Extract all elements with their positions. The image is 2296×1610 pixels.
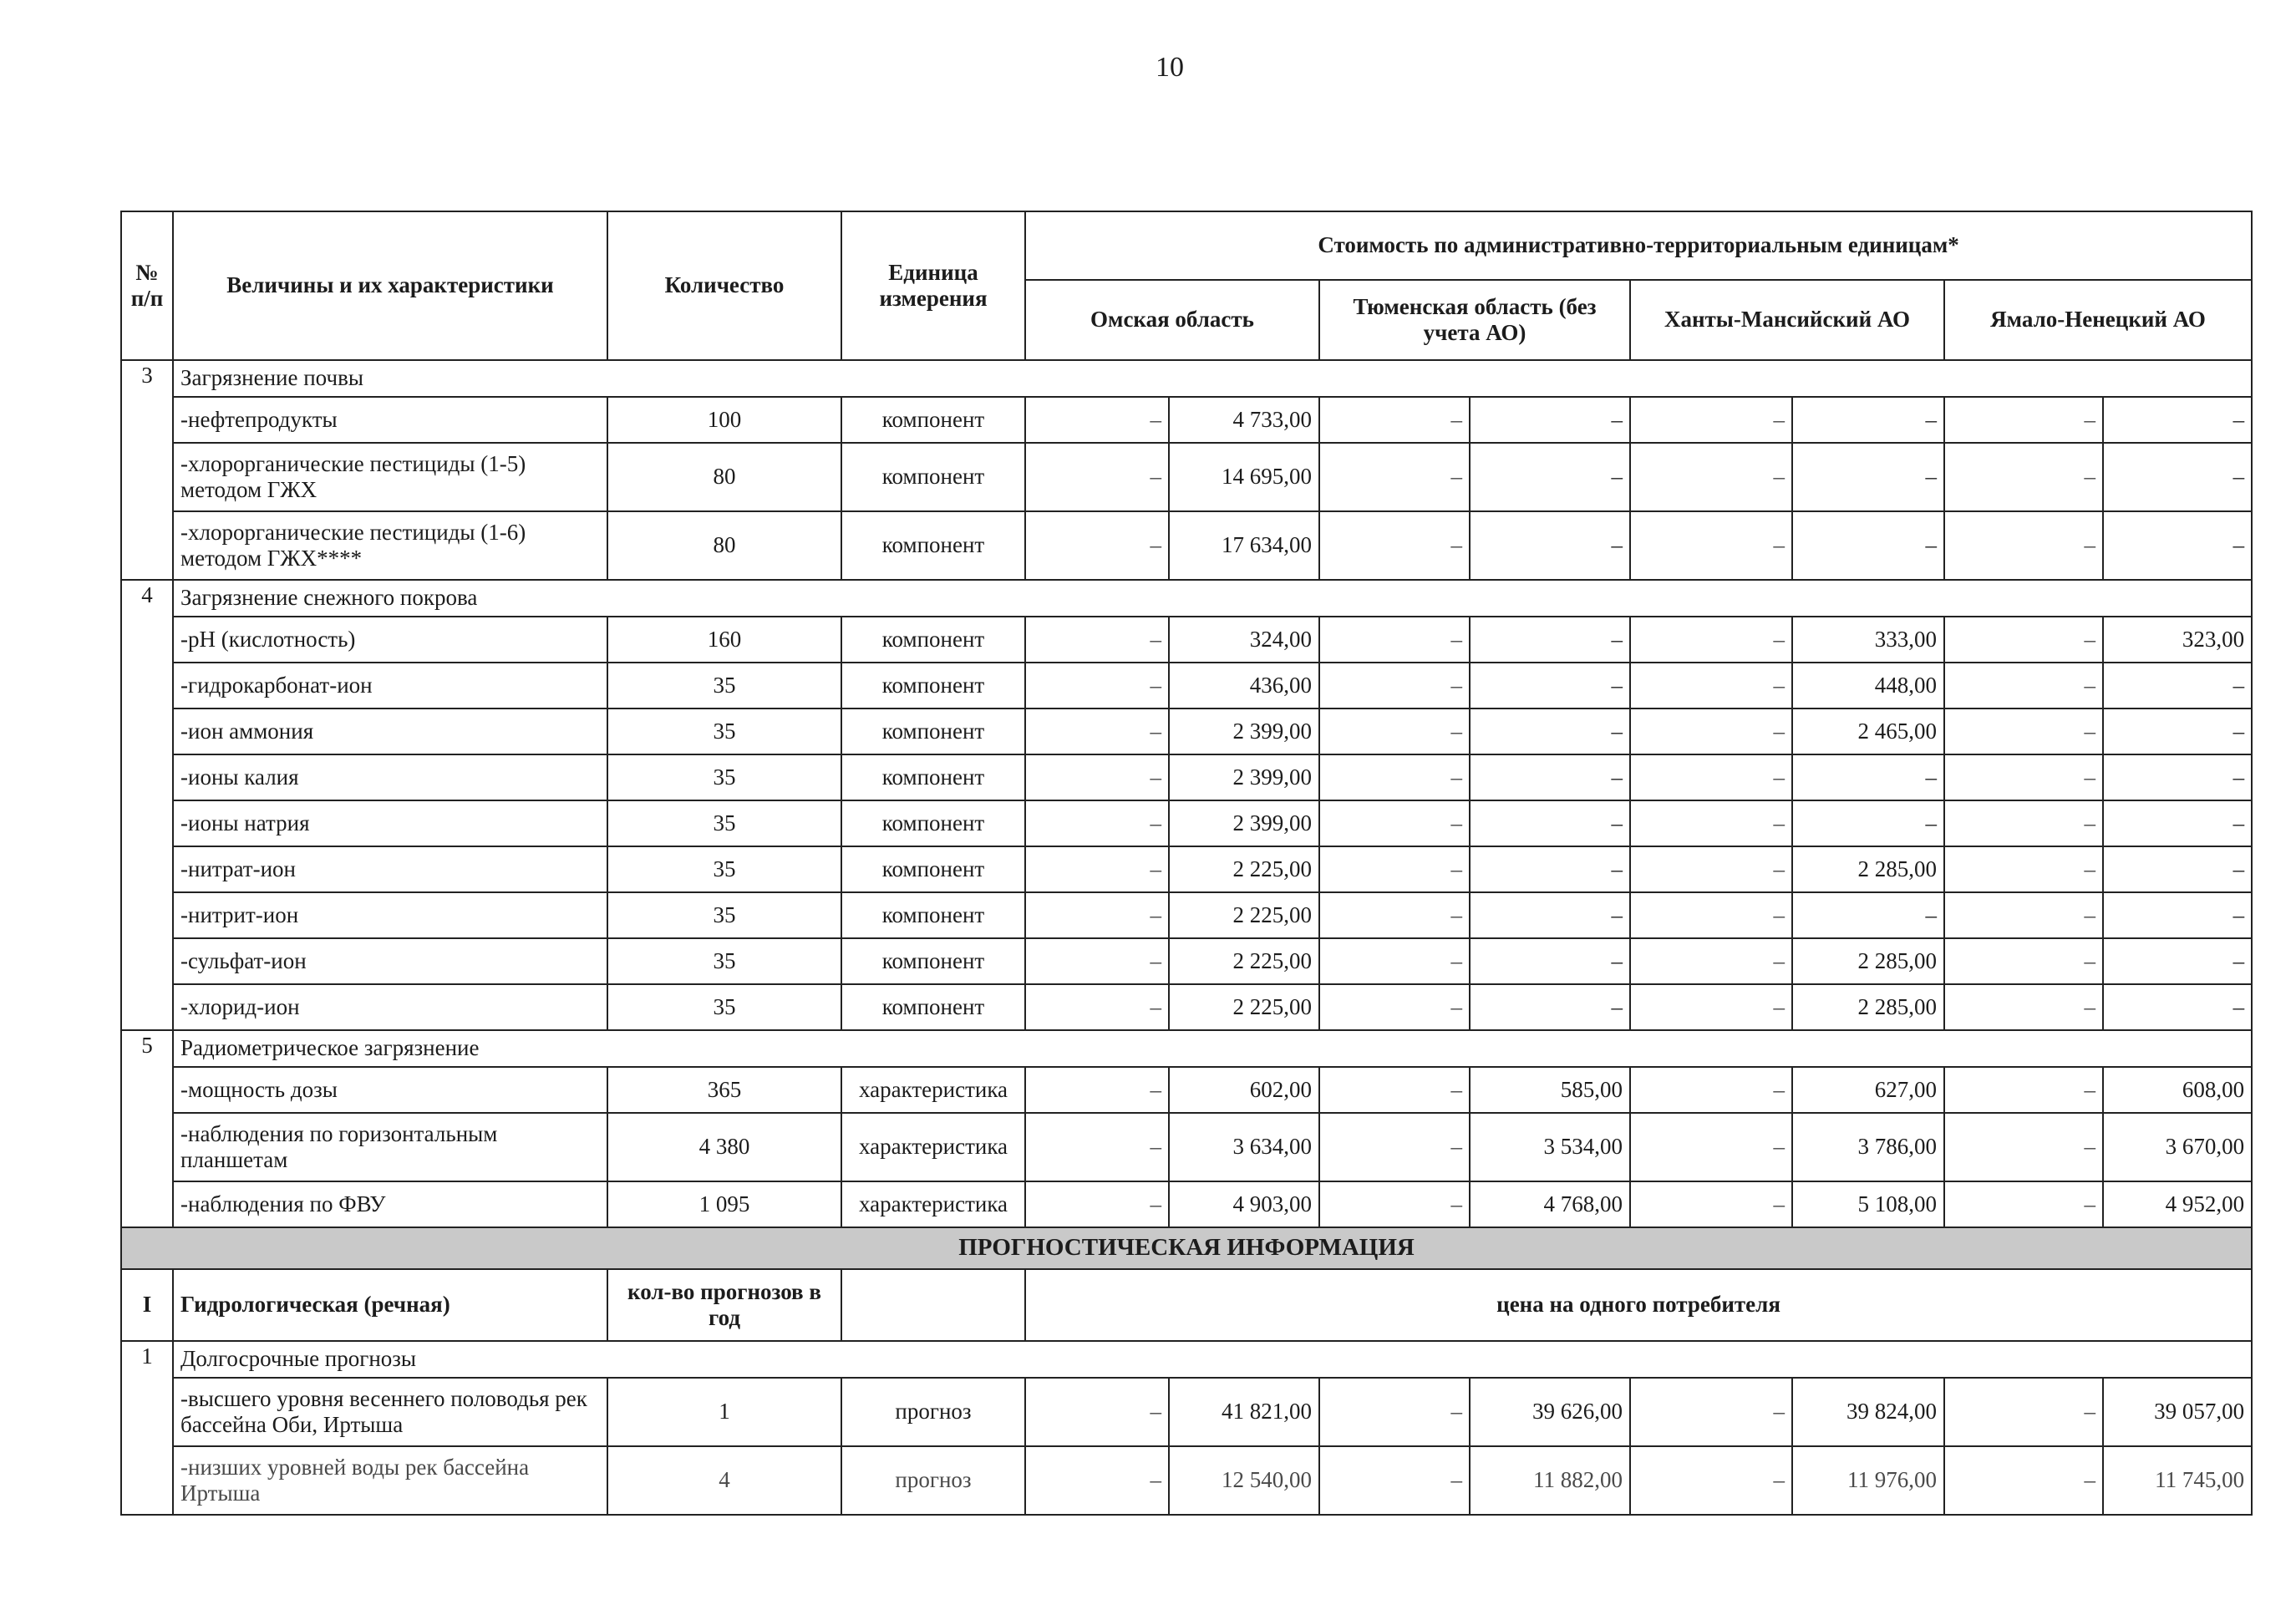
row-unit: характеристика (841, 1181, 1025, 1227)
cost-dash: – (1025, 938, 1169, 984)
cost-value: – (1792, 754, 1944, 800)
cost-value: 3 634,00 (1169, 1113, 1319, 1181)
cost-value: – (1470, 511, 1630, 580)
cost-value: 12 540,00 (1169, 1446, 1319, 1515)
cost-dash: – (1630, 800, 1792, 846)
header-region: Ямало-Ненецкий АО (1944, 280, 2252, 360)
table-row (121, 1446, 2252, 1515)
cost-dash: – (1025, 617, 1169, 663)
table-row (121, 800, 2252, 846)
header-region: Омская область (1025, 280, 1319, 360)
cost-dash: – (1025, 800, 1169, 846)
cost-value: – (2103, 984, 2252, 1030)
page-number: 10 (1156, 52, 1184, 83)
row-label: -ион аммония (173, 709, 607, 754)
table-row (121, 984, 2252, 1030)
row-quantity: 35 (607, 938, 841, 984)
cost-value: – (1470, 754, 1630, 800)
cost-value: 3 670,00 (2103, 1113, 2252, 1181)
row-unit: компонент (841, 800, 1025, 846)
cost-dash: – (1630, 1446, 1792, 1515)
row-quantity: 35 (607, 709, 841, 754)
cost-value: 585,00 (1470, 1067, 1630, 1113)
cost-value: – (1470, 800, 1630, 846)
cost-value: 2 225,00 (1169, 892, 1319, 938)
cost-dash: – (1630, 443, 1792, 511)
row-label: -мощность дозы (173, 1067, 607, 1113)
cost-dash: – (1025, 1446, 1169, 1515)
cost-dash: – (1319, 1113, 1470, 1181)
cost-dash: – (1025, 892, 1169, 938)
cost-value: – (1470, 709, 1630, 754)
row-quantity: 80 (607, 443, 841, 511)
cost-value: – (1792, 397, 1944, 443)
row-unit: компонент (841, 892, 1025, 938)
cost-dash: – (1630, 892, 1792, 938)
cost-value: 41 821,00 (1169, 1378, 1319, 1446)
cost-value: – (1470, 617, 1630, 663)
cost-value: – (2103, 443, 2252, 511)
row-label: -гидрокарбонат-ион (173, 663, 607, 709)
cost-dash: – (1319, 846, 1470, 892)
cost-dash: – (1025, 663, 1169, 709)
cost-value: 2 399,00 (1169, 800, 1319, 846)
cost-dash: – (1944, 1181, 2103, 1227)
cost-dash: – (1319, 754, 1470, 800)
cost-dash: – (1025, 1181, 1169, 1227)
cost-value: – (2103, 511, 2252, 580)
section-number: 3 (121, 360, 173, 580)
header-cost: Стоимость по административно-территориальным единицам* (1025, 211, 2252, 280)
cost-dash: – (1025, 397, 1169, 443)
section-title: Долгосрочные прогнозы (173, 1341, 2252, 1378)
cost-dash: – (1319, 1067, 1470, 1113)
row-quantity: 35 (607, 663, 841, 709)
row-quantity: 4 380 (607, 1113, 841, 1181)
row-quantity: 80 (607, 511, 841, 580)
row-quantity: 160 (607, 617, 841, 663)
table-row (121, 617, 2252, 663)
cost-dash: – (1944, 511, 2103, 580)
cost-value: – (1470, 397, 1630, 443)
section-number: 5 (121, 1030, 173, 1227)
table-row (121, 1113, 2252, 1181)
cost-value: 2 465,00 (1792, 709, 1944, 754)
row-label: -нитрат-ион (173, 846, 607, 892)
cost-value: 2 225,00 (1169, 846, 1319, 892)
table-row (121, 511, 2252, 580)
row-quantity: 35 (607, 892, 841, 938)
cost-value: 4 903,00 (1169, 1181, 1319, 1227)
cost-dash: – (1319, 663, 1470, 709)
cost-value: 602,00 (1169, 1067, 1319, 1113)
cost-value: 608,00 (2103, 1067, 2252, 1113)
cost-dash: – (1630, 397, 1792, 443)
row-quantity: 1 095 (607, 1181, 841, 1227)
table-row (121, 892, 2252, 938)
row-label: -наблюдения по ФВУ (173, 1181, 607, 1227)
table-row (121, 663, 2252, 709)
row-unit: компонент (841, 617, 1025, 663)
cost-dash: – (1630, 754, 1792, 800)
cost-dash: – (1944, 800, 2103, 846)
cost-dash: – (1944, 397, 2103, 443)
table-row (121, 709, 2252, 754)
header-qty: Количество (607, 211, 841, 360)
row-unit: компонент (841, 938, 1025, 984)
forecast-header-num: I (121, 1269, 173, 1341)
cost-dash: – (1630, 663, 1792, 709)
cost-dash: – (1319, 617, 1470, 663)
cost-value: – (2103, 846, 2252, 892)
cost-dash: – (1944, 1113, 2103, 1181)
forecast-header-unit (841, 1269, 1025, 1341)
row-label: -pH (кислотность) (173, 617, 607, 663)
cost-value: 2 399,00 (1169, 754, 1319, 800)
forecast-header-qty: кол-во прогнозов в год (607, 1269, 841, 1341)
header-region: Тюменская область (без учета АО) (1319, 280, 1630, 360)
cost-value: – (2103, 754, 2252, 800)
cost-dash: – (1025, 511, 1169, 580)
cost-value: 2 225,00 (1169, 984, 1319, 1030)
cost-dash: – (1025, 1113, 1169, 1181)
table-row (121, 1067, 2252, 1113)
row-quantity: 35 (607, 800, 841, 846)
cost-dash: – (1944, 1067, 2103, 1113)
header-num: № п/п (121, 211, 173, 360)
cost-value: 436,00 (1169, 663, 1319, 709)
row-unit: компонент (841, 754, 1025, 800)
row-label: -ионы натрия (173, 800, 607, 846)
row-unit: прогноз (841, 1378, 1025, 1446)
cost-dash: – (1025, 443, 1169, 511)
section-number: 1 (121, 1341, 173, 1515)
cost-table (120, 211, 2253, 1516)
cost-value: 11 745,00 (2103, 1446, 2252, 1515)
cost-value: 333,00 (1792, 617, 1944, 663)
row-quantity: 35 (607, 984, 841, 1030)
cost-value: – (1470, 938, 1630, 984)
row-label: -хлорорганические пестициды (1-5) методом ГЖХ (173, 443, 607, 511)
cost-value: 39 057,00 (2103, 1378, 2252, 1446)
cost-dash: – (1944, 892, 2103, 938)
cost-dash: – (1944, 1378, 2103, 1446)
cost-value: 11 976,00 (1792, 1446, 1944, 1515)
cost-dash: – (1630, 709, 1792, 754)
row-label: -высшего уровня весеннего половодья рек бассейна Оби, Иртыша (173, 1378, 607, 1446)
cost-dash: – (1319, 1181, 1470, 1227)
cost-value: 627,00 (1792, 1067, 1944, 1113)
cost-value: – (1470, 892, 1630, 938)
cost-value: – (2103, 663, 2252, 709)
row-unit: компонент (841, 443, 1025, 511)
cost-dash: – (1944, 709, 2103, 754)
cost-value: 39 626,00 (1470, 1378, 1630, 1446)
cost-value: 324,00 (1169, 617, 1319, 663)
forecast-header-price: цена на одного потребителя (1025, 1269, 2252, 1341)
row-label: -нефтепродукты (173, 397, 607, 443)
cost-value: 14 695,00 (1169, 443, 1319, 511)
cost-dash: – (1319, 800, 1470, 846)
cost-value: 17 634,00 (1169, 511, 1319, 580)
row-quantity: 1 (607, 1378, 841, 1446)
cost-value: – (1470, 443, 1630, 511)
cost-dash: – (1630, 984, 1792, 1030)
table-row (121, 1181, 2252, 1227)
row-unit: характеристика (841, 1067, 1025, 1113)
cost-dash: – (1630, 617, 1792, 663)
row-quantity: 35 (607, 754, 841, 800)
forecast-band: ПРОГНОСТИЧЕСКАЯ ИНФОРМАЦИЯ (121, 1227, 2252, 1269)
table-row (121, 443, 2252, 511)
cost-value: 2 225,00 (1169, 938, 1319, 984)
table-row (121, 938, 2252, 984)
row-unit: компонент (841, 709, 1025, 754)
row-quantity: 365 (607, 1067, 841, 1113)
row-unit: компонент (841, 511, 1025, 580)
cost-dash: – (1025, 754, 1169, 800)
cost-dash: – (1630, 1067, 1792, 1113)
cost-value: – (2103, 709, 2252, 754)
cost-value: 4 952,00 (2103, 1181, 2252, 1227)
cost-dash: – (1319, 709, 1470, 754)
header-region: Ханты-Мансийский АО (1630, 280, 1944, 360)
cost-dash: – (1630, 1113, 1792, 1181)
row-unit: компонент (841, 397, 1025, 443)
cost-dash: – (1025, 1378, 1169, 1446)
cost-value: – (1792, 892, 1944, 938)
cost-value: – (1792, 511, 1944, 580)
cost-dash: – (1319, 443, 1470, 511)
cost-dash: – (1630, 938, 1792, 984)
header-unit: Единица измерения (841, 211, 1025, 360)
row-label: -хлорорганические пестициды (1-6) методом ГЖХ**** (173, 511, 607, 580)
cost-dash: – (1319, 984, 1470, 1030)
cost-dash: – (1319, 938, 1470, 984)
row-quantity: 4 (607, 1446, 841, 1515)
row-unit: компонент (841, 663, 1025, 709)
row-label: -наблюдения по горизонтальным планшетам (173, 1113, 607, 1181)
section-title: Загрязнение почвы (173, 360, 2252, 397)
cost-dash: – (1944, 617, 2103, 663)
cost-dash: – (1025, 984, 1169, 1030)
cost-dash: – (1630, 846, 1792, 892)
row-label: -низших уровней воды рек бассейна Иртыша (173, 1446, 607, 1515)
row-label: -нитрит-ион (173, 892, 607, 938)
cost-value: 2 285,00 (1792, 938, 1944, 984)
cost-dash: – (1944, 754, 2103, 800)
row-label: -хлорид-ион (173, 984, 607, 1030)
cost-value: 3 786,00 (1792, 1113, 1944, 1181)
cost-dash: – (1630, 1378, 1792, 1446)
row-unit: прогноз (841, 1446, 1025, 1515)
cost-dash: – (1944, 846, 2103, 892)
cost-value: 2 285,00 (1792, 846, 1944, 892)
cost-value: 2 285,00 (1792, 984, 1944, 1030)
row-unit: характеристика (841, 1113, 1025, 1181)
cost-value: – (1792, 443, 1944, 511)
cost-value: 323,00 (2103, 617, 2252, 663)
row-label: -ионы калия (173, 754, 607, 800)
cost-value: – (2103, 938, 2252, 984)
cost-dash: – (1319, 397, 1470, 443)
cost-value: – (2103, 892, 2252, 938)
row-label: -сульфат-ион (173, 938, 607, 984)
cost-value: – (1470, 663, 1630, 709)
cost-dash: – (1944, 984, 2103, 1030)
cost-value: – (1792, 800, 1944, 846)
cost-value: – (2103, 397, 2252, 443)
section-title: Радиометрическое загрязнение (173, 1030, 2252, 1067)
row-quantity: 35 (607, 846, 841, 892)
row-unit: компонент (841, 846, 1025, 892)
row-unit: компонент (841, 984, 1025, 1030)
cost-value: – (1470, 984, 1630, 1030)
cost-value: 4 733,00 (1169, 397, 1319, 443)
cost-value: – (1470, 846, 1630, 892)
cost-dash: – (1944, 443, 2103, 511)
cost-dash: – (1025, 1067, 1169, 1113)
table-row (121, 754, 2252, 800)
cost-value: – (2103, 800, 2252, 846)
cost-value: 448,00 (1792, 663, 1944, 709)
table-row (121, 397, 2252, 443)
cost-dash: – (1630, 1181, 1792, 1227)
cost-dash: – (1944, 663, 2103, 709)
cost-value: 39 824,00 (1792, 1378, 1944, 1446)
cost-value: 5 108,00 (1792, 1181, 1944, 1227)
cost-value: 11 882,00 (1470, 1446, 1630, 1515)
table-row (121, 1378, 2252, 1446)
cost-dash: – (1630, 511, 1792, 580)
cost-dash: – (1319, 1378, 1470, 1446)
cost-value: 4 768,00 (1470, 1181, 1630, 1227)
cost-dash: – (1944, 938, 2103, 984)
row-quantity: 100 (607, 397, 841, 443)
cost-dash: – (1319, 511, 1470, 580)
header-name: Величины и их характеристики (173, 211, 607, 360)
cost-dash: – (1025, 709, 1169, 754)
cost-dash: – (1319, 892, 1470, 938)
forecast-header-name: Гидрологическая (речная) (173, 1269, 607, 1341)
cost-dash: – (1025, 846, 1169, 892)
section-title: Загрязнение снежного покрова (173, 580, 2252, 617)
cost-dash: – (1944, 1446, 2103, 1515)
cost-dash: – (1319, 1446, 1470, 1515)
cost-value: 3 534,00 (1470, 1113, 1630, 1181)
table-row (121, 846, 2252, 892)
cost-value: 2 399,00 (1169, 709, 1319, 754)
section-number: 4 (121, 580, 173, 1030)
